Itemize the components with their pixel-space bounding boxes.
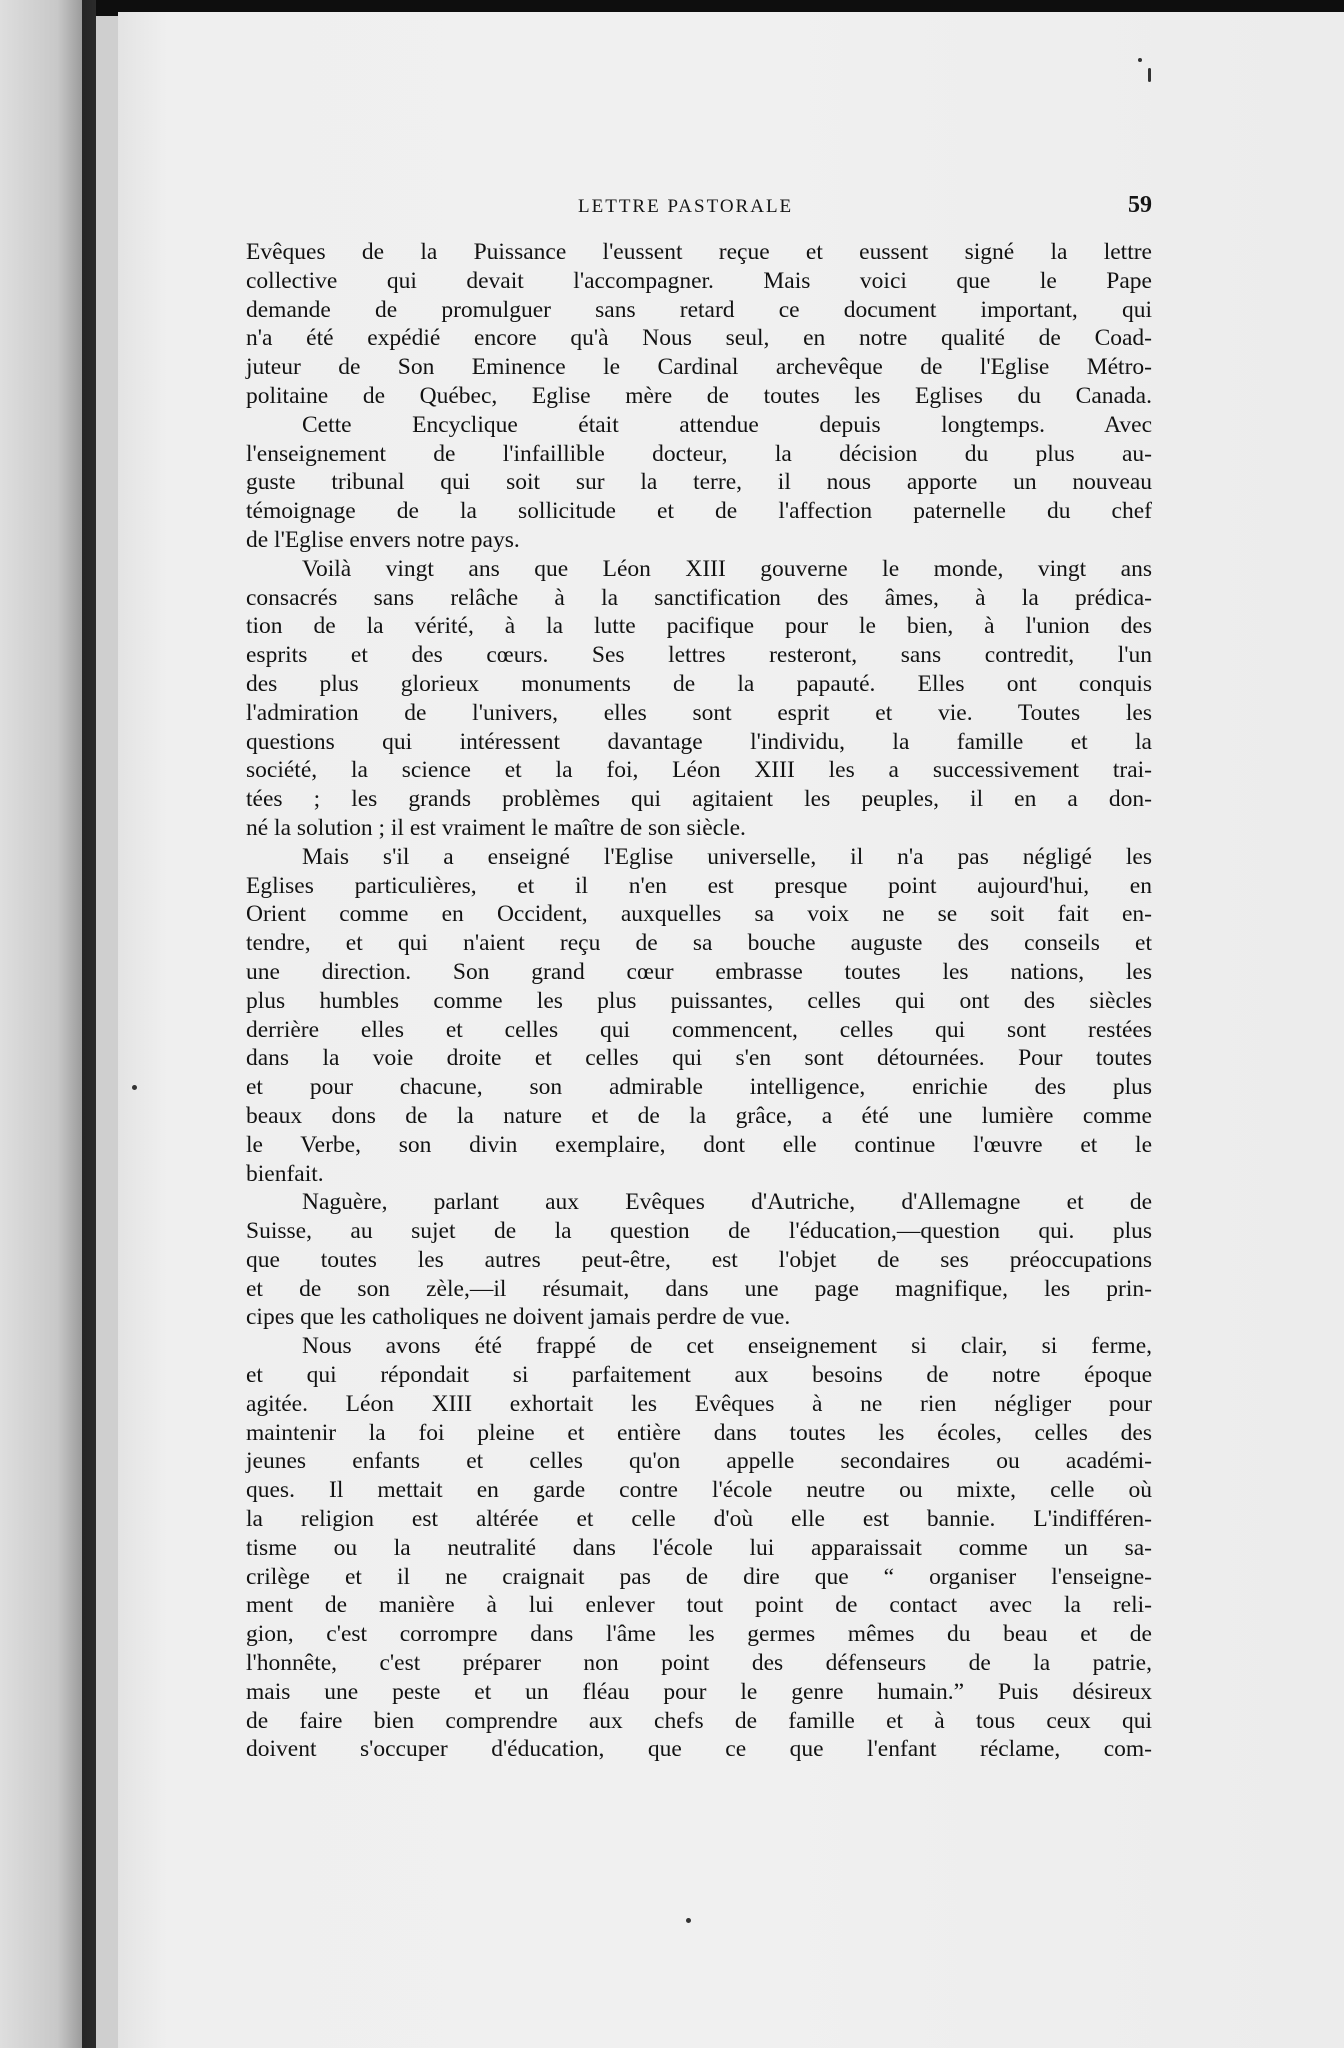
text-line: jeunes enfants et celles qu'on appelle secondaires ou académi- xyxy=(246,1448,1152,1475)
text-line: Mais s'il a enseigné l'Eglise universelle, il n'a pas négligé les xyxy=(302,843,1152,870)
text-line: l'enseignement de l'infaillible docteur, la décision du plus au- xyxy=(246,440,1152,467)
text-line: ment de manière à lui enlever tout point de contact avec la reli- xyxy=(246,1592,1152,1619)
text-line: que toutes les autres peut-être, est l'objet de ses préoccupations xyxy=(246,1246,1152,1273)
scan-speck xyxy=(1148,68,1151,82)
text-line: mais une peste et un fléau pour le genre humain.” Puis désireux xyxy=(246,1678,1152,1705)
text-line: doivent s'occuper d'éducation, que ce que l'enfant réclame, com- xyxy=(246,1736,1152,1763)
text-line: tendre, et qui n'aient reçu de sa bouche auguste des conseils et xyxy=(246,930,1152,957)
text-line: Voilà vingt ans que Léon XIII gouverne le monde, vingt ans xyxy=(302,555,1152,582)
body-text xyxy=(246,238,1152,1764)
text-line: Evêques de la Puissance l'eussent reçue et eussent signé la lettre xyxy=(246,239,1152,265)
text-line: questions qui intéressent davantage l'individu, la famille et la xyxy=(246,728,1152,755)
text-line: le Verbe, son divin exemplaire, dont elle continue l'œuvre et le xyxy=(246,1131,1152,1158)
text-line: et pour chacune, son admirable intelligence, enrichie des plus xyxy=(246,1074,1152,1101)
text-line: n'a été expédié encore qu'à Nous seul, en notre qualité de Coad- xyxy=(246,325,1152,352)
running-title: LETTRE PASTORALE xyxy=(578,196,794,217)
text-line: tisme ou la neutralité dans l'école lui apparaissait comme un sa- xyxy=(246,1534,1152,1561)
text-line: Naguère, parlant aux Evêques d'Autriche, d'Allemagne et de xyxy=(302,1189,1152,1216)
text-line: guste tribunal qui soit sur la terre, il nous apporte un nouveau xyxy=(246,469,1152,496)
text-line: et qui répondait si parfaitement aux besoins de notre époque xyxy=(246,1362,1152,1389)
text-line: tion de la vérité, à la lutte pacifique pour le bien, à l'union des xyxy=(246,613,1152,640)
text-line: bienfait. xyxy=(246,1160,324,1187)
text-line: cipes que les catholiques ne doivent jamais perdre de vue. xyxy=(246,1304,791,1331)
text-line: l'admiration de l'univers, elles sont esprit et vie. Toutes les xyxy=(246,699,1152,726)
text-line: collective qui devait l'accompagner. Mais voici que le Pape xyxy=(246,267,1152,294)
text-line: esprits et des cœurs. Ses lettres resteront, sans contredit, l'un xyxy=(246,642,1152,669)
text-line: et de son zèle,—il résumait, dans une page magnifique, les prin- xyxy=(246,1275,1152,1302)
text-line: société, la science et la foi, Léon XIII les a successivement trai- xyxy=(246,757,1152,784)
text-line: crilège et il ne craignait pas de dire que “ organiser l'enseigne- xyxy=(246,1563,1152,1590)
text-line: politaine de Québec, Eglise mère de toutes les Eglises du Canada. xyxy=(246,382,1152,409)
text-line: la religion est altérée et celle d'où elle est bannie. L'indifféren- xyxy=(246,1506,1152,1533)
scan-speck xyxy=(132,1085,137,1090)
text-line: tées ; les grands problèmes qui agitaient les peuples, il en a don- xyxy=(246,786,1152,813)
text-line: consacrés sans relâche à la sanctification des âmes, à la prédica- xyxy=(246,584,1152,611)
text-line: né la solution ; il est vraiment le maître de son siècle. xyxy=(246,814,746,841)
text-line: une direction. Son grand cœur embrasse toutes les nations, les xyxy=(246,958,1152,985)
text-line: derrière elles et celles qui commencent, celles qui sont restées xyxy=(246,1016,1152,1043)
text-line: des plus glorieux monuments de la papauté. Elles ont conquis xyxy=(246,670,1152,697)
text-line: de l'Eglise envers notre pays. xyxy=(246,526,520,553)
scan-speck xyxy=(686,1918,691,1923)
text-line: ques. Il mettait en garde contre l'école neutre ou mixte, celle où xyxy=(246,1477,1152,1504)
text-line: plus humbles comme les plus puissantes, celles qui ont des siècles xyxy=(246,987,1152,1014)
text-line: de faire bien comprendre aux chefs de famille et à tous ceux qui xyxy=(246,1707,1152,1734)
text-line: Nous avons été frappé de cet enseignement si clair, si ferme, xyxy=(302,1333,1152,1360)
text-line: Orient comme en Occident, auxquelles sa voix ne se soit fait en- xyxy=(246,901,1152,928)
text-line: demande de promulguer sans retard ce document important, qui xyxy=(246,296,1152,323)
text-line: dans la voie droite et celles qui s'en sont détournées. Pour toutes xyxy=(246,1045,1152,1072)
text-line: Cette Encyclique était attendue depuis longtemps. Avec xyxy=(302,411,1152,438)
text-line: beaux dons de la nature et de la grâce, a été une lumière comme xyxy=(246,1102,1152,1129)
text-line: Suisse, au sujet de la question de l'éducation,—question qui. plus xyxy=(246,1218,1152,1245)
text-line: témoignage de la sollicitude et de l'affection paternelle du chef xyxy=(246,498,1152,525)
text-line: agitée. Léon XIII exhortait les Evêques à ne rien négliger pour xyxy=(246,1390,1152,1417)
text-line: Eglises particulières, et il n'en est presque point aujourd'hui, en xyxy=(246,872,1152,899)
text-line: maintenir la foi pleine et entière dans toutes les écoles, celles des xyxy=(246,1419,1152,1446)
text-line: l'honnête, c'est préparer non point des défenseurs de la patrie, xyxy=(246,1650,1152,1677)
text-line: juteur de Son Eminence le Cardinal archevêque de l'Eglise Métro- xyxy=(246,354,1152,381)
page-number: 59 xyxy=(1128,192,1152,218)
facing-page-edge xyxy=(0,0,82,2048)
scan-speck xyxy=(1138,58,1142,62)
text-line: gion, c'est corrompre dans l'âme les germes mêmes du beau et de xyxy=(246,1621,1152,1648)
page-header xyxy=(246,192,1152,224)
